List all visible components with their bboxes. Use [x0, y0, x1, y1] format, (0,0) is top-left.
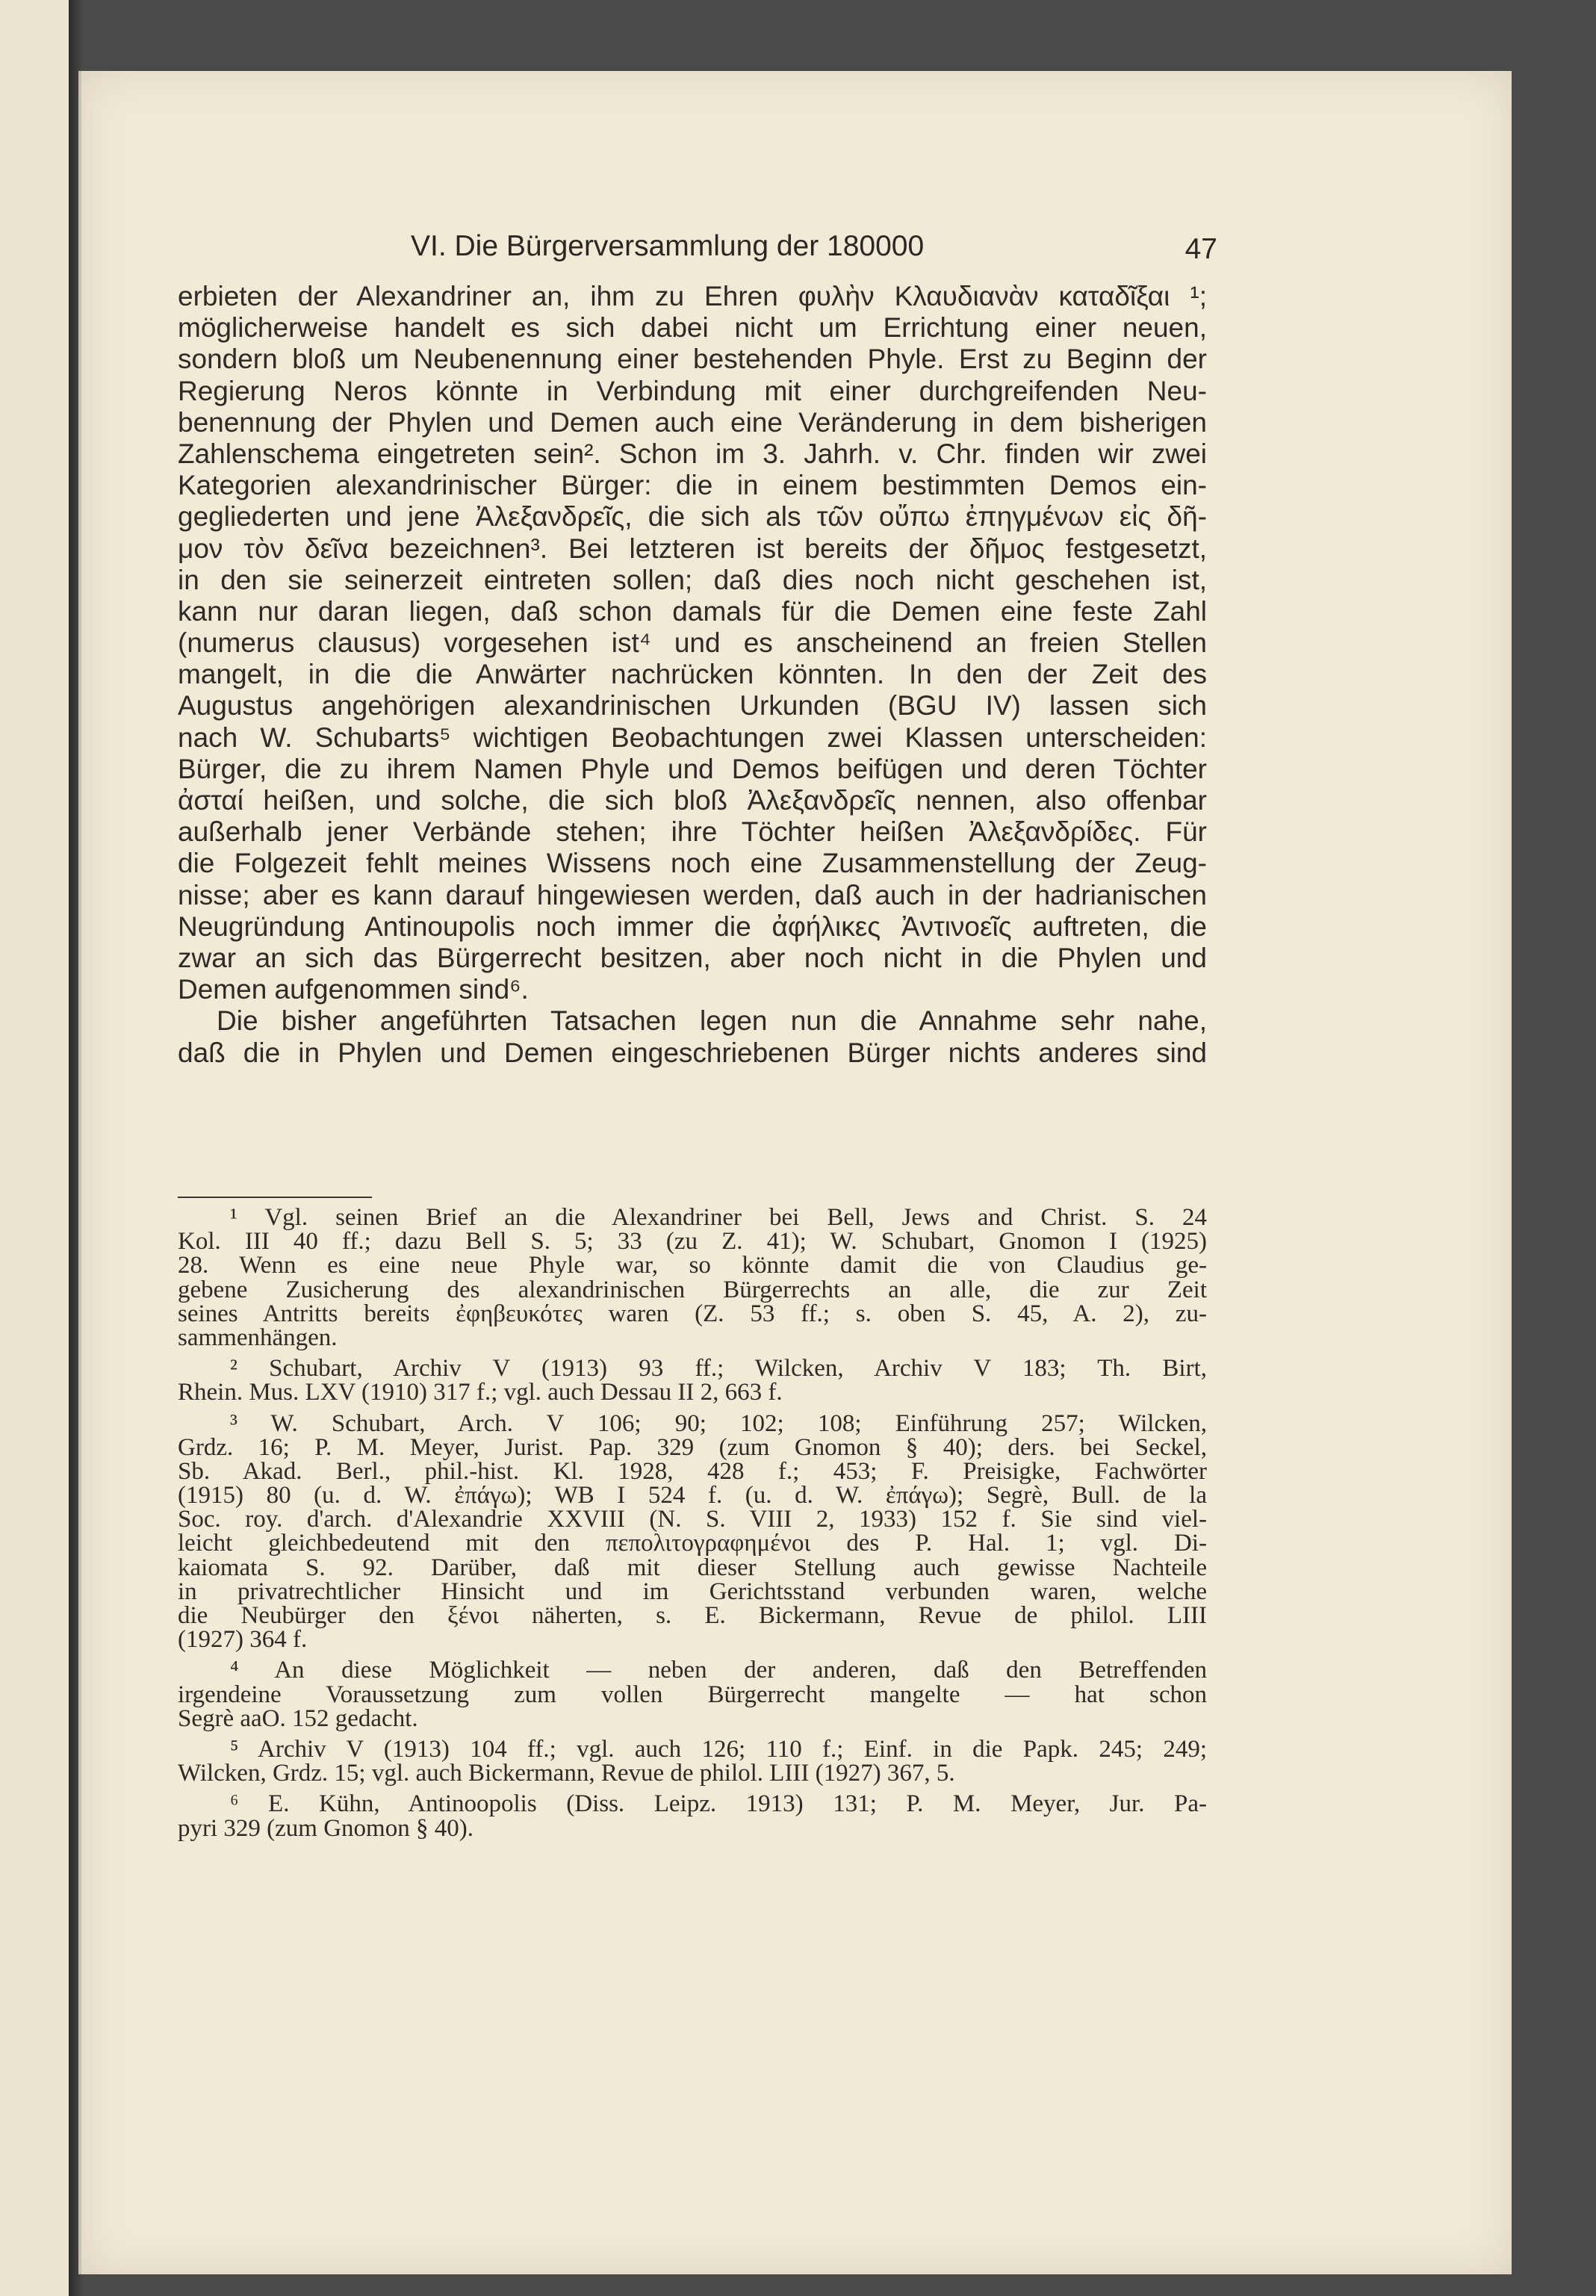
text-line: Zahlenschema eingetreten sein². Schon im 3. Jahrh. v. Chr. finden wir zwei	[178, 438, 1207, 469]
text-line: außerhalb jener Verbände stehen; ihre Töchter heißen Ἀλεξανδρίδες. Für	[178, 816, 1207, 848]
footnote-line: seines Antritts bereits ἐφηβευκότες waren (Z. 53 ff.; s. oben S. 45, A. 2), zu-	[178, 1300, 1207, 1327]
body-text	[178, 281, 1207, 1069]
footnote-line: kaiomata S. 92. Darüber, daß mit dieser Stellung auch gewisse Nachteile	[178, 1554, 1207, 1581]
footnote-line: irgendeine Voraussetzung zum vollen Bürgerrecht mangelte — hat schon	[178, 1681, 1207, 1708]
text-line: nach W. Schubarts⁵ wichtigen Beobachtungen zwei Klassen unterscheiden:	[178, 722, 1207, 753]
footnote-line: ⁵ Archiv V (1913) 104 ff.; vgl. auch 126; 110 f.; Einf. in die Papk. 245; 249;	[230, 1735, 1207, 1763]
text-line: Neugründung Antinoupolis noch immer die ἀφήλικες Ἀντινοεῖς auftreten, die	[178, 910, 1207, 942]
footnote-4	[178, 1658, 1207, 1731]
footnote-line: die Neubürger den ξένοι näherten, s. E. Bickermann, Revue de philol. LIII	[178, 1602, 1207, 1629]
text-line: zwar an sich das Bürgerrecht besitzen, aber noch nicht in die Phylen und	[178, 942, 1207, 973]
footnotes	[178, 1206, 1207, 1840]
footnote-line: (1915) 80 (u. d. W. ἐπάγω); WB I 524 f. (u. d. W. ἐπάγω); Segrè, Bull. de la	[178, 1482, 1207, 1510]
running-header	[411, 230, 1217, 272]
text-line: Demen aufgenommen sind⁶.	[178, 974, 529, 1005]
text-line: kann nur daran liegen, daß schon damals für die Demen eine feste Zahl	[178, 595, 1207, 627]
footnote-line: Sb. Akad. Berl., phil.-hist. Kl. 1928, 428 f.; 453; F. Preisigke, Fachwörter	[178, 1457, 1207, 1485]
footnote-divider	[178, 1197, 372, 1198]
footnote-line: (1927) 364 f.	[178, 1626, 308, 1654]
text-line: Kategorien alexandrinischer Bürger: die in einem bestimmten Demos ein-	[178, 470, 1207, 501]
text-line: nisse; aber es kann darauf hingewiesen werden, daß auch in der hadrianischen	[178, 879, 1207, 910]
footnote-line: 28. Wenn es eine neue Phyle war, so könnte damit die von Claudius ge-	[178, 1252, 1207, 1279]
text-line: ἀσταί heißen, und solche, die sich bloß Ἀλεξανδρεῖς nennen, also offenbar	[178, 785, 1207, 816]
footnote-line: sammenhängen.	[178, 1324, 338, 1351]
text-line: (numerus clausus) vorgesehen ist⁴ und es anscheinend an freien Stellen	[178, 627, 1207, 659]
footnote-line: leicht gleichbedeutend mit den πεπολιτογραφημένοι des P. Hal. 1; vgl. Di-	[178, 1530, 1207, 1557]
footnote-line: Rhein. Mus. LXV (1910) 317 f.; vgl. auch Dessau II 2, 663 f.	[178, 1379, 783, 1406]
footnote-line: ¹ Vgl. seinen Brief an die Alexandriner bei Bell, Jews and Christ. S. 24	[230, 1204, 1207, 1231]
footnote-line: Segrè aaO. 152 gedacht.	[178, 1704, 418, 1732]
text-line: daß die in Phylen und Demen eingeschriebenen Bürger nichts anderes sind	[178, 1037, 1207, 1068]
footnote-line: gebene Zusicherung des alexandrinischen Bürgerrechts an alle, die zur Zeit	[178, 1276, 1207, 1303]
footnote-3	[178, 1409, 1207, 1654]
footnote-5	[178, 1737, 1207, 1785]
running-header-title: VI. Die Bürgerversammlung der 180000	[411, 230, 925, 262]
footnote-line: pyri 329 (zum Gnomon § 40).	[178, 1814, 473, 1842]
footnote-line: ⁶ E. Kühn, Antinoopolis (Diss. Leipz. 1913) 131; P. M. Meyer, Jur. Pa-	[230, 1790, 1207, 1818]
footnote-line: Grdz. 16; P. M. Meyer, Jurist. Pap. 329 (zum Gnomon § 40); ders. bei Seckel,	[178, 1433, 1207, 1461]
text-line: die Folgezeit fehlt meines Wissens noch eine Zusammenstellung der Zeug-	[178, 848, 1207, 879]
footnote-2	[178, 1356, 1207, 1404]
text-line: benennung der Phylen und Demen auch eine Veränderung in dem bisherigen	[178, 406, 1207, 438]
text-line: mangelt, in die die Anwärter nachrücken könnten. In den der Zeit des	[178, 659, 1207, 690]
text-line: sondern bloß um Neubenennung einer bestehenden Phyle. Erst zu Beginn der	[178, 344, 1207, 375]
footnote-line: Soc. roy. d'arch. d'Alexandrie XXVIII (N. S. VIII 2, 1933) 152 f. Sie sind viel-	[178, 1506, 1207, 1533]
footnote-line: in privatrechtlicher Hinsicht und im Gerichtsstand verbunden waren, welche	[178, 1577, 1207, 1605]
facing-page-edge	[0, 0, 75, 2296]
text-line: erbieten der Alexandriner an, ihm zu Ehren φυλὴν Κλαυδιανὰν καταδῖξαι ¹;	[178, 281, 1207, 311]
text-line: möglicherweise handelt es sich dabei nicht um Errichtung einer neuen,	[178, 312, 1207, 344]
text-line: in den sie seinerzeit eintreten sollen; daß dies noch nicht geschehen ist,	[178, 564, 1207, 595]
text-line: Augustus angehörigen alexandrinischen Urkunden (BGU IV) lassen sich	[178, 690, 1207, 722]
footnote-line: ³ W. Schubart, Arch. V 106; 90; 102; 108; Einführung 257; Wilcken,	[230, 1409, 1207, 1437]
text-line: Die bisher angeführten Tatsachen legen nun die Annahme sehr nahe,	[217, 1005, 1207, 1037]
text-line: gegliederten und jene Ἀλεξανδρεῖς, die sich als τῶν οὔπω ἐπηγμένων εἰς δῆ-	[178, 501, 1207, 533]
footnote-line: Kol. III 40 ff.; dazu Bell S. 5; 33 (zu Z. 41); W. Schubart, Gnomon I (1925)	[178, 1228, 1207, 1256]
text-line: μον τὸν δεῖνα bezeichnen³. Bei letzteren ist bereits der δῆμος festgesetzt,	[178, 533, 1207, 564]
text-line: Regierung Neros könnte in Verbindung mit einer durchgreifenden Neu-	[178, 375, 1207, 406]
page-number: 47	[1184, 233, 1217, 265]
footnote-line: ⁴ An diese Möglichkeit — neben der anderen, daß den Betreffenden	[230, 1657, 1207, 1684]
footnote-line: Wilcken, Grdz. 15; vgl. auch Bickermann, Revue de philol. LIII (1927) 367, 5.	[178, 1760, 955, 1787]
footnote-6	[178, 1792, 1207, 1840]
text-line: Bürger, die zu ihrem Namen Phyle und Demos beifügen und deren Töchter	[178, 753, 1207, 784]
footnote-line: ² Schubart, Archiv V (1913) 93 ff.; Wilcken, Archiv V 183; Th. Birt,	[230, 1355, 1207, 1383]
footnote-1	[178, 1206, 1207, 1350]
